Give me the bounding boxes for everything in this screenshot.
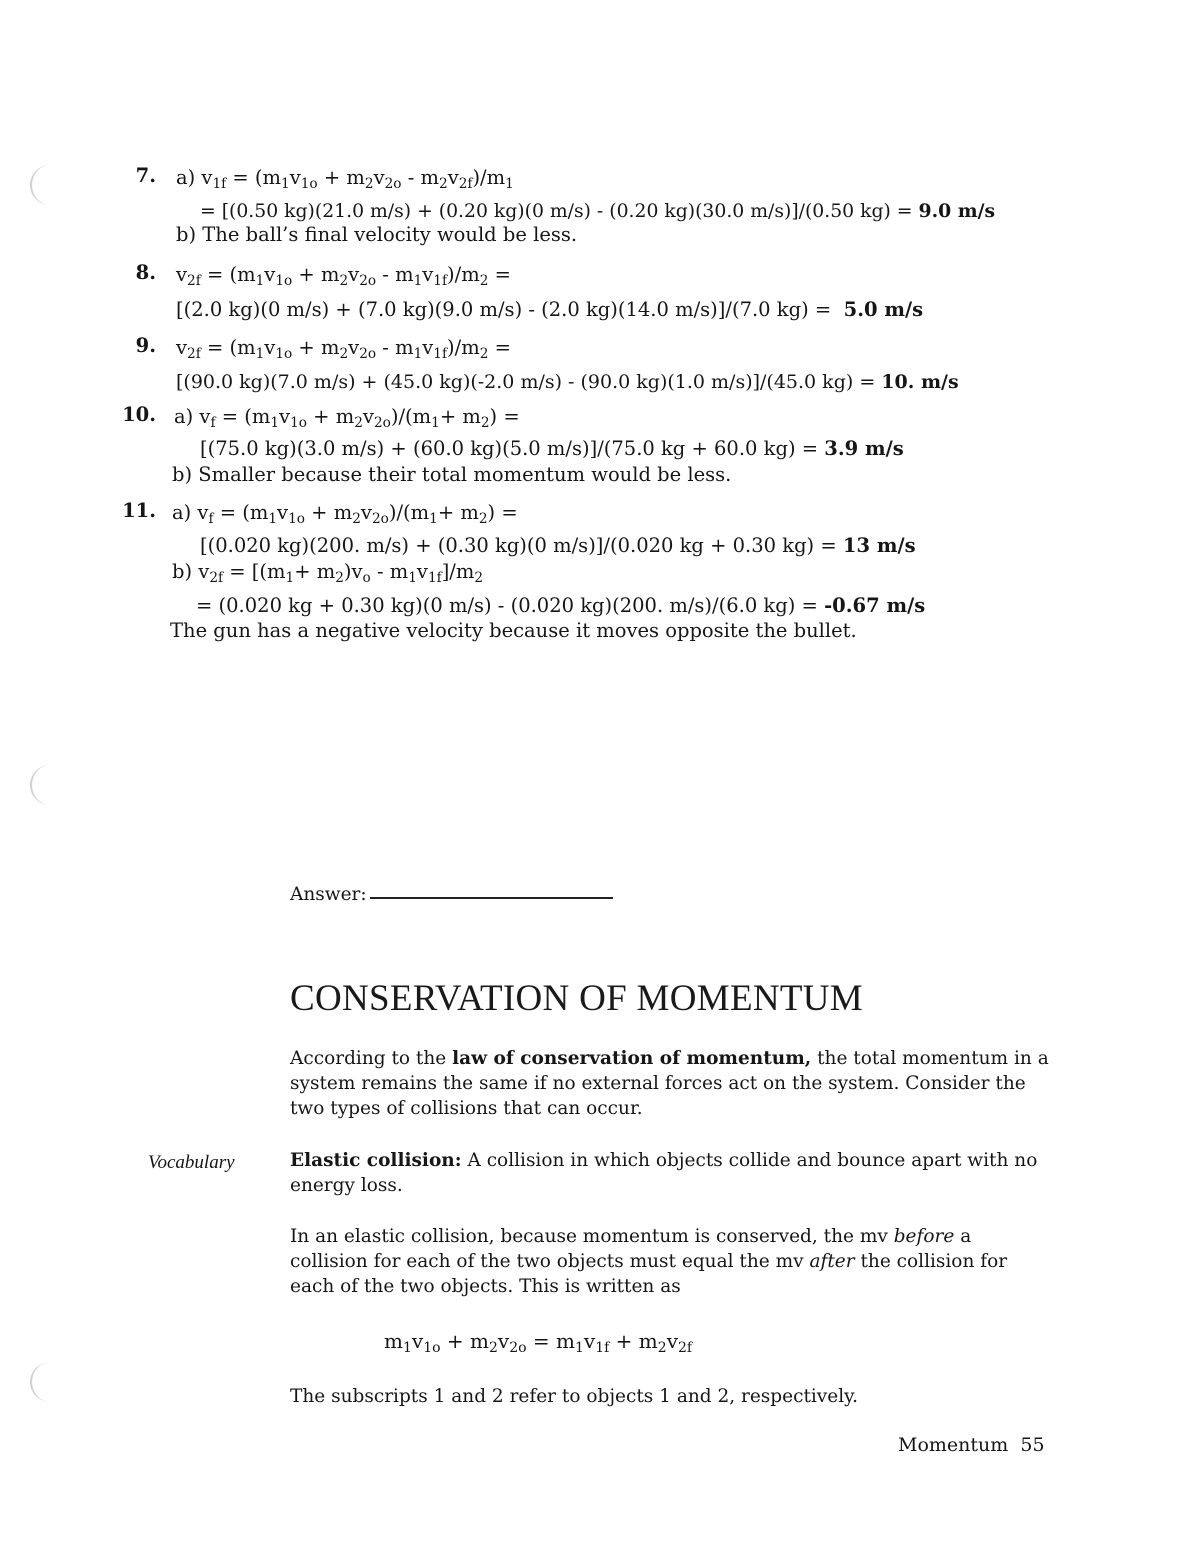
intro-paragraph: According to the law of conservation of momentum, the total momentum in a system remains the same if no external forces act on the system. Consider the two types of collisions that can occur. [290, 1048, 1049, 1119]
problem-number: 11. [122, 499, 156, 522]
problem-number: 10. [122, 403, 156, 426]
equation-line: [(0.020 kg)(200. m/s) + (0.30 kg)(0 m/s)]/(0.020 kg + 0.30 kg) = 13 m/s [200, 534, 916, 557]
section-title: CONSERVATION OF MOMENTUM [290, 978, 864, 1019]
equation-line: a) $v_f = (m_1v_{1o} + m_2v_{2o})/(m_1+ m_2)$ = [174, 405, 520, 432]
problem-number: 7. [135, 164, 156, 187]
subscripts-note: The subscripts 1 and 2 refer to objects 1 and 2, respectively. [290, 1386, 858, 1407]
page-number: 55 [1020, 1434, 1045, 1456]
equation-line: $v_{2f} = (m_1v_{1o} + m_2v_{2o} - m_1v_{1f})/m_2$ = [176, 263, 511, 290]
answer-value: 3.9 m/s [824, 437, 904, 460]
answer-blank-line [370, 897, 613, 899]
explanation-paragraph: In an elastic collision, because momentum is conserved, the mv before a collision for each of the two objects must equal the mv after the collision for each of the two objects. This is written as [290, 1226, 1008, 1297]
equation-line: [(75.0 kg)(3.0 m/s) + (60.0 kg)(5.0 m/s)]/(75.0 kg + 60.0 kg) = 3.9 m/s [200, 437, 904, 460]
equation-line: a) $v_f = (m_1v_{1o} + m_2v_{2o})/(m_1+ m_2)$ = [172, 501, 518, 528]
hole-punch-mark [30, 165, 70, 205]
answer-value: 5.0 m/s [843, 298, 924, 321]
answer-value: 9.0 m/s [918, 200, 996, 222]
answer-text: The gun has a negative velocity because it moves opposite the bullet. [170, 619, 857, 642]
answer-value: 10. m/s [881, 371, 959, 393]
answer-text: b) Smaller because their total momentum would be less. [172, 463, 732, 486]
equation-line: = [(0.50 kg)(21.0 m/s) + (0.20 kg)(0 m/s) - (0.20 kg)(30.0 m/s)]/(0.50 kg) = 9.0 m/s [200, 200, 996, 222]
equation-line: [(2.0 kg)(0 m/s) + (7.0 kg)(9.0 m/s) - (2.0 kg)(14.0 m/s)]/(7.0 kg) = 5.0 m/s [176, 298, 924, 321]
problem-number: 9. [135, 334, 156, 357]
answer-label: Answer: [290, 884, 367, 905]
hole-punch-mark [30, 1362, 70, 1402]
answer-text: b) The ball’s final velocity would be less. [176, 223, 578, 246]
hole-punch-mark [30, 765, 70, 805]
equation-line: a) $v_{1f} = (m_1v_{1o} + m_2v_{2o} - m_2v_{2f})/m_1$ [176, 166, 514, 193]
footer-section: Momentum [898, 1434, 1009, 1456]
equation-line: $v_{2f} = (m_1v_{1o} + m_2v_{2o} - m_1v_{1f})/m_2$ = [176, 336, 511, 363]
answer-value: -0.67 m/s [824, 594, 926, 617]
answer-value: 13 m/s [842, 534, 916, 557]
equation-line: = (0.020 kg + 0.30 kg)(0 m/s) - (0.020 kg)(200. m/s)/(6.0 kg) = -0.67 m/s [196, 594, 926, 617]
equation-line: [(90.0 kg)(7.0 m/s) + (45.0 kg)(-2.0 m/s) - (90.0 kg)(1.0 m/s)]/(45.0 kg) = 10. m/s [176, 371, 959, 393]
problem-number: 8. [135, 261, 156, 284]
equation-line: b) $v_{2f} = [(m_1+ m_2)v_o - m_1v_{1f}]/m_2$ [172, 560, 484, 587]
vocabulary-definition: Elastic collision: A collision in which objects collide and bounce apart with no energy loss. [290, 1150, 1038, 1196]
vocabulary-label: Vocabulary [148, 1152, 235, 1173]
page-footer [898, 1433, 1045, 1458]
momentum-equation: $m_1v_{1o} + m_2v_{2o} = m_1v_{1f} + m_2v_{2f}$ [384, 1329, 693, 1357]
